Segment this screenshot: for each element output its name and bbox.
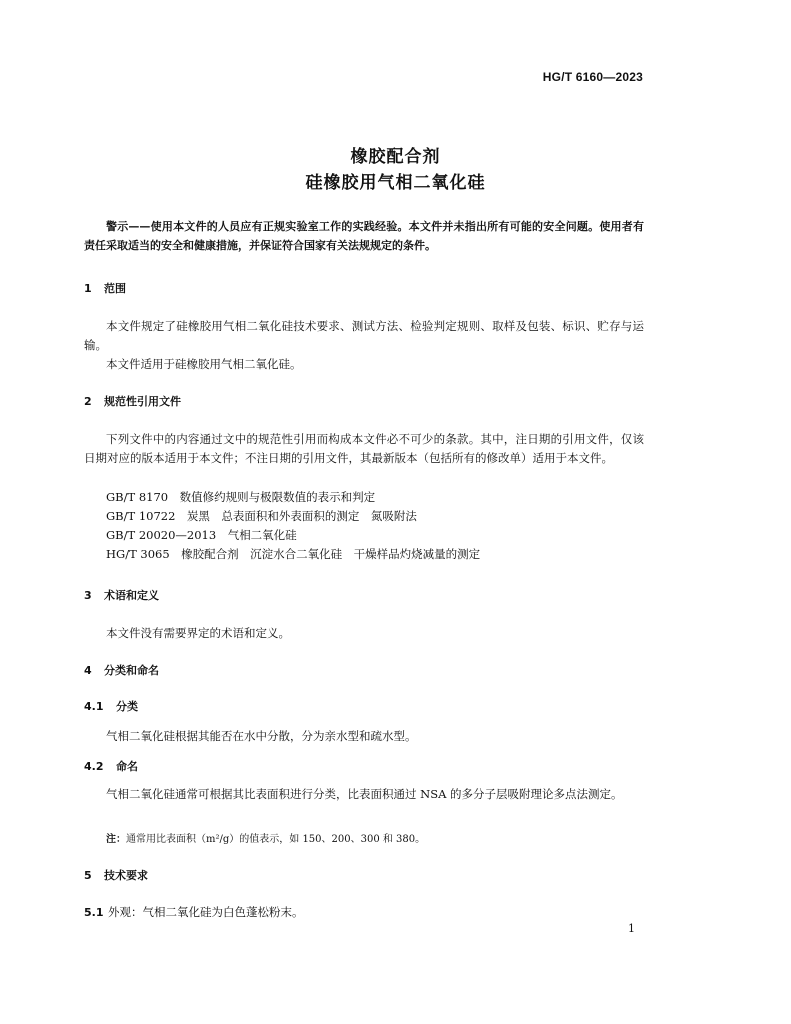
section-4-2-title: 命名 bbox=[116, 760, 138, 773]
section-1-title: 范围 bbox=[104, 282, 126, 295]
section-5-1-text: 外观：气相二氧化硅为白色蓬松粉末。 bbox=[108, 905, 304, 919]
section-4-heading bbox=[84, 662, 159, 678]
normative-reference: GB/T 10722 炭黑 总表面积和外表面积的测定 氮吸附法 bbox=[106, 509, 417, 523]
section-2-paragraph-1: 下列文件中的内容通过文中的规范性引用而构成本文件必不可少的条款。其中，注日期的引用文件，仅该日期对应的版本适用于本文件；不注日期的引用文件，其最新版本（包括所有的修改单）适用于本文件。 bbox=[84, 432, 644, 465]
section-5-heading bbox=[84, 867, 148, 883]
page-number: 1 bbox=[628, 922, 635, 935]
section-3-title: 术语和定义 bbox=[104, 589, 159, 602]
standard-code: HG/T 6160—2023 bbox=[542, 70, 643, 84]
section-4-2-heading bbox=[84, 758, 138, 774]
section-1-paragraph-1: 本文件规定了硅橡胶用气相二氧化硅技术要求、测试方法、检验判定规则、取样及包装、标识、贮存与运输。 bbox=[84, 319, 644, 352]
document-title-line1: 橡胶配合剂 bbox=[350, 147, 441, 167]
section-5-title: 技术要求 bbox=[104, 869, 148, 882]
section-4-2-paragraph-1: 气相二氧化硅通常可根据其比表面积进行分类，比表面积通过 NSA 的多分子层吸附理论多点法测定。 bbox=[106, 787, 623, 801]
normative-reference: GB/T 8170 数值修约规则与极限数值的表示和判定 bbox=[106, 490, 376, 504]
section-5-1-number: 5.1 bbox=[84, 906, 104, 919]
section-4-number: 4 bbox=[84, 664, 92, 677]
normative-reference: HG/T 3065 橡胶配合剂 沉淀水合二氧化硅 干燥样品灼烧减量的测定 bbox=[106, 547, 481, 561]
section-3-number: 3 bbox=[84, 589, 92, 602]
section-4-2-note bbox=[106, 830, 425, 845]
note-text: 通常用比表面积（m²/g）的值表示，如 150、200、300 和 380。 bbox=[126, 834, 426, 845]
section-4-1-heading bbox=[84, 698, 138, 714]
document-title-line2: 硅橡胶用气相二氧化硅 bbox=[305, 173, 486, 193]
section-4-title: 分类和命名 bbox=[104, 664, 159, 677]
section-4-1-number: 4.1 bbox=[84, 700, 104, 713]
section-5-number: 5 bbox=[84, 869, 92, 882]
normative-reference: GB/T 20020—2013 气相二氧化硅 bbox=[106, 528, 297, 542]
section-4-2-number: 4.2 bbox=[84, 760, 104, 773]
section-5-1-line bbox=[84, 904, 304, 920]
section-3-paragraph-1: 本文件没有需要界定的术语和定义。 bbox=[106, 626, 290, 640]
section-3-heading bbox=[84, 587, 159, 603]
section-1-number: 1 bbox=[84, 282, 92, 295]
safety-warning: 警示——使用本文件的人员应有正规实验室工作的实践经验。本文件并未指出所有可能的安全问题。使用者有责任采取适当的安全和健康措施，并保证符合国家有关法规规定的条件。 bbox=[84, 220, 644, 252]
section-2-title: 规范性引用文件 bbox=[104, 395, 181, 408]
note-label: 注： bbox=[106, 834, 126, 845]
section-2-number: 2 bbox=[84, 395, 92, 408]
section-4-1-title: 分类 bbox=[116, 700, 138, 713]
section-4-1-paragraph-1: 气相二氧化硅根据其能否在水中分散，分为亲水型和疏水型。 bbox=[106, 729, 417, 743]
section-1-paragraph-2: 本文件适用于硅橡胶用气相二氧化硅。 bbox=[106, 357, 302, 371]
section-2-heading bbox=[84, 393, 181, 409]
section-1-heading bbox=[84, 280, 126, 296]
